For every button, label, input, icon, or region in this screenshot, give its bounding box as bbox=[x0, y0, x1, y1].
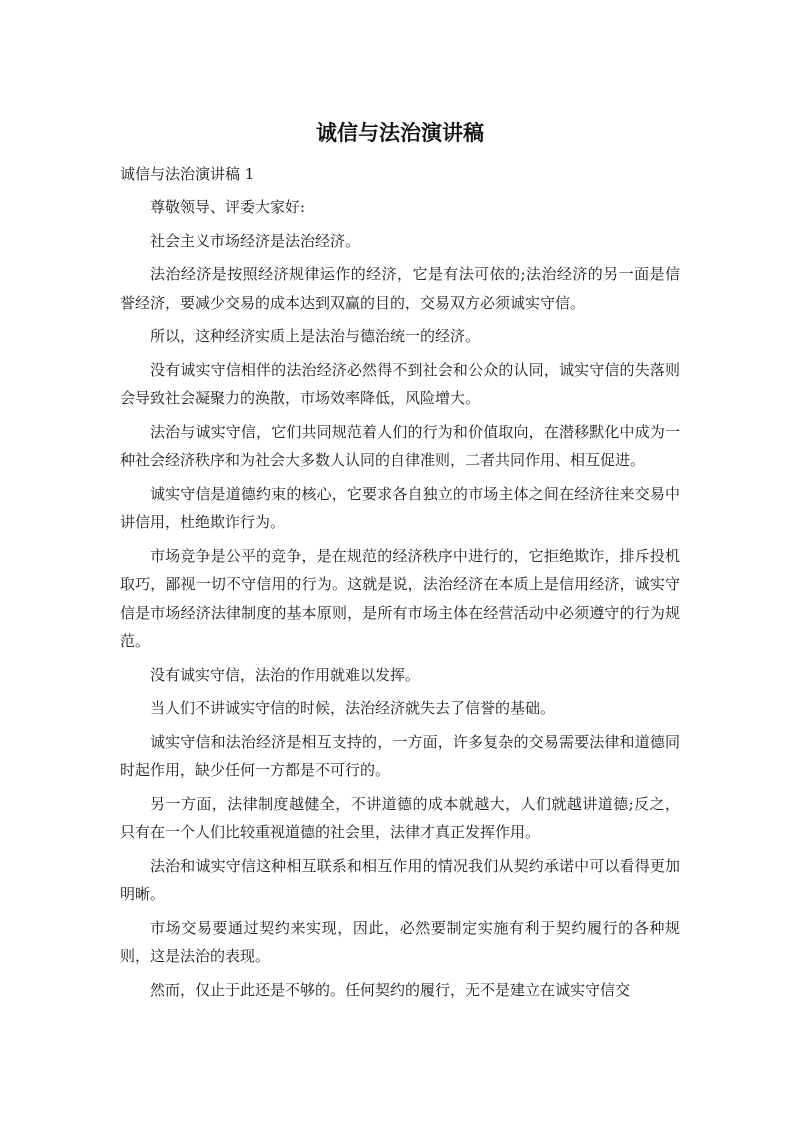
paragraph: 然而，仅止于此还是不够的。任何契约的履行，无不是建立在诚实守信交 bbox=[150, 980, 631, 999]
paragraph: 没有诚实守信，法治的作用就难以发挥。 bbox=[150, 665, 421, 684]
paragraph: 另一方面，法律制度越健全，不讲道德的成本就越大，人们就越讲道德;反之，只有在一个人们比较重视道德的社会里，法律才真正发挥作用。 bbox=[120, 794, 680, 841]
paragraph: 市场交易要通过契约来实现，因此，必然要制定实施有利于契约履行的各种规则，这是法治的表现。 bbox=[120, 918, 680, 965]
document-subtitle: 诚信与法治演讲稿 1 bbox=[120, 165, 255, 183]
paragraph: 所以，这种经济实质上是法治与德治统一的经济。 bbox=[150, 327, 481, 345]
document-title: 诚信与法治演讲稿 bbox=[316, 121, 484, 145]
paragraph: 诚实守信是道德约束的核心，它要求各自独立的市场主体之间在经济往来交易中讲信用，杜绝欺诈行为。 bbox=[120, 484, 680, 531]
paragraph: 法治和诚实守信这种相互联系和相互作用的情况我们从契约承诺中可以看得更加明晰。 bbox=[120, 856, 680, 903]
paragraph: 法治与诚实守信，它们共同规范着人们的行为和价值取向，在潜移默化中成为一种社会经济秩序和为社会大多数人认同的自律准则，二者共同作用、相互促进。 bbox=[120, 422, 680, 469]
paragraph: 诚实守信和法治经济是相互支持的，一方面，许多复杂的交易需要法律和道德同时起作用，缺少任何一方都是不可行的。 bbox=[120, 732, 680, 779]
paragraph: 法治经济是按照经济规律运作的经济，它是有法可依的;法治经济的另一面是信誉经济，要减少交易的成本达到双赢的目的，交易双方必须诚实守信。 bbox=[120, 265, 680, 312]
paragraph: 没有诚实守信相伴的法治经济必然得不到社会和公众的认同，诚实守信的失落则会导致社会凝聚力的涣散，市场效率降低，风险增大。 bbox=[120, 360, 680, 407]
paragraph: 社会主义市场经济是法治经济。 bbox=[150, 231, 361, 250]
paragraph: 当人们不讲诚实守信的时候，法治经济就失去了信誉的基础。 bbox=[150, 699, 556, 717]
paragraph: 市场竞争是公平的竞争，是在规范的经济秩序中进行的，它拒绝欺诈，排斥投机取巧，鄙视一切不守信用的行为。这就是说，法治经济在本质上是信用经济，诚实守信是市场经济法律制度的基本原则，是所有市场主体在经营活动中必须遵守的行为规范。 bbox=[120, 546, 680, 650]
paragraph-greeting: 尊敬领导、评委大家好: bbox=[150, 198, 306, 216]
